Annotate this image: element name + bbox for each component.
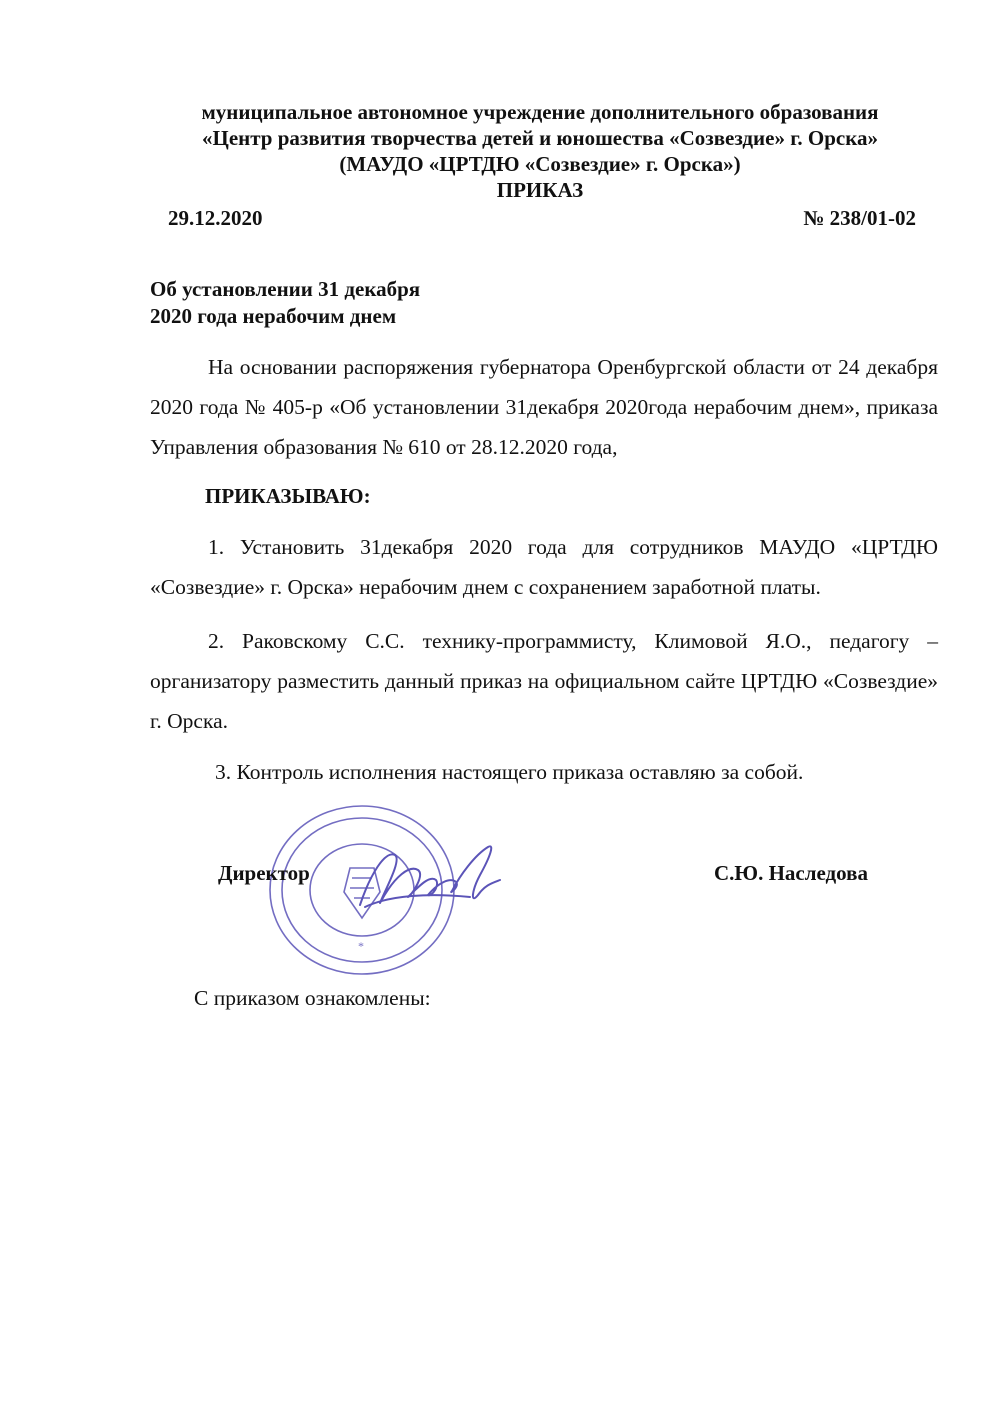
order-item-2: 2. Раковскому С.С. технику-программисту, Климовой Я.О., педагогу – организатору разместить данный приказ на официальном сайте ЦРТДЮ «Созвездие» г. Орска. [150, 629, 938, 733]
order-item-3: 3. Контроль исполнения настоящего приказа оставляю за собой. [215, 760, 804, 784]
signatory-post: Директор [218, 861, 310, 885]
order-word: ПРИКАЗЫВАЮ: [205, 484, 371, 508]
document-date: 29.12.2020 [168, 206, 263, 230]
preamble-paragraph: На основании распоряжения губернатора Оренбургской области от 24 декабря 2020 года № 405-р «Об установлении 31декабря 2020года нерабочим днем», приказа Управления образования № 610 от 28.12.2020 года, [150, 355, 938, 459]
svg-text:*: * [358, 939, 364, 953]
organization-type: муниципальное автономное учреждение дополнительного образования [201, 100, 879, 124]
organization-name: «Центр развития творчества детей и юношества «Созвездие» г. Орска» [201, 126, 879, 150]
document-header [90, 99, 990, 203]
order-item-1: 1. Установить 31декабря 2020 года для сотрудников МАУДО «ЦРТДЮ «Созвездие» г. Орска» нерабочим днем с сохранением заработной платы. [150, 535, 938, 599]
subject-line-1: Об установлении 31 декабря [150, 277, 421, 301]
handwritten-signature [340, 835, 530, 925]
subject-line-2: 2020 года нерабочим днем [150, 304, 397, 328]
document-subject [150, 276, 420, 330]
acquainted-label: С приказом ознакомлены: [194, 986, 431, 1010]
document-number: № 238/01-02 [803, 206, 916, 230]
organization-abbreviation: (МАУДО «ЦРТДЮ «Созвездие» г. Орска») [339, 152, 741, 176]
document-type: ПРИКАЗ [496, 178, 584, 202]
signatory-name: С.Ю. Наследова [714, 861, 868, 885]
